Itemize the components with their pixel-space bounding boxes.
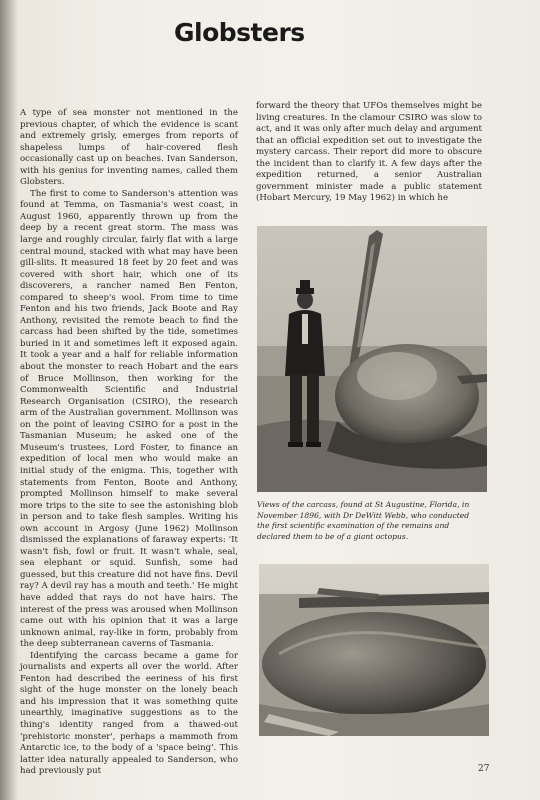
left-text-column — [20, 108, 238, 778]
paragraph: A type of sea monster not mentioned in the previous chapter, of which the evidence is scant and extremely grisly, emerges from reports of shapeless lumps of hair-covered flesh occasionally cast up on beaches. Ivan Sanderson, with his genius for inventing names, called them Globsters. — [20, 108, 238, 188]
carcass-photo-closeup — [259, 564, 489, 736]
paragraph: forward the theory that UFOs themselves might be living creatures. In the clamour CSIRO was slow to act, and it was only after much delay and argument that an official expedition set out to investigate the mystery carcass. Their report did more to obscure the incident than to clarify it. A few days after the expedition returned, a senior Australian government minister made a public statement (Hobart Mercury, 19 May 1962) in which he — [256, 101, 482, 204]
paragraph: The first to come to Sanderson's attention was found at Temma, on Tasmania's west coast, in August 1960, apparently thrown up from the deep by a recent great storm. The mass was large and roughly circular, fairly flat with a large central mound, stacked with what may have been gill-slits. It measured 18 feet by 20 feet and was covered with short hair, which one of its discoverers, a rancher named Ben Fenton, compared to sheep's wool. From time to time Fenton and his two friends, Jack Boote and Ray Anthony, revisited the remote beach to find the carcass had been shifted by the tide, sometimes buried in it and sometimes left it exposed again. It took a year and a half for reliable information about the monster to reach Hobart and the ears of Bruce Mollinson, then working for the Commonwealth Scientific and Industrial Research Organisation (CSIRO), the research arm of the Australian government. Mollinson was on the point of leaving CSIRO for a post in the Tasmanian Museum; he asked one of the Museum's trustees, Lord Foster, to finance an expedition of local men who would make an initial study of the enigma. This, together with statements from Fenton, Boote and Anthony, prompted Mollinson himself to make several more trips to the site to see the astonishing blob in person and to take flesh samples. Writing his own account in Argosy (June 1962) Mollinson dismissed the explanations of faraway experts: 'It wasn't fish, fowl or fruit. It wasn't whale, seal, sea elephant or squid. Sunfish, some had guessed, but this creature did not have fins. Devil ray? A devil ray has a mouth and teeth.' He might have added that rays do not have hairs. The interest of the press was aroused when Mollinson came out with his opinion that it was a large unknown animal, ray-like in form, probably from the deep subterranean caverns of Tasmania. — [20, 188, 238, 650]
page-gutter-shadow — [0, 0, 18, 800]
right-text-column — [256, 101, 482, 205]
carcass-photo-with-man — [257, 226, 487, 492]
paragraph: Identifying the carcass became a game for journalists and experts all over the world. After Fenton had described the eeriness of his first sight of the huge monster on the lonely beach and his impression that it was something quite unearthly, imaginative suggestions as to the thing's identity ranged from a thawed-out 'prehistoric monster', perhaps a mammoth from Antarctic ice, to the body of a 'space being'. This latter idea naturally appealed to Sanderson, who had previously put — [20, 650, 238, 777]
photo-caption: Views of the carcass, found at St Augustine, Florida, in November 1896, with Dr DeWitt Webb, who conducted the first scientific examination of the remains and declared them to be of a giant octopus. — [257, 500, 470, 541]
page-title: Globsters — [174, 18, 305, 47]
page-number: 27 — [478, 764, 490, 774]
